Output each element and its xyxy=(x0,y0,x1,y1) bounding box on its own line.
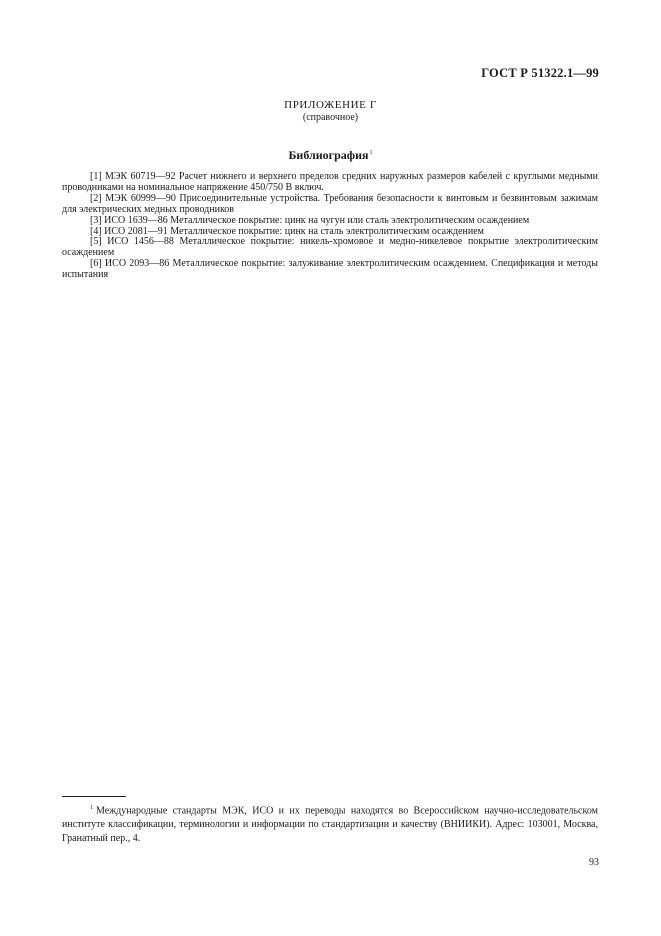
bibliography-entry: [1] МЭК 60719—92 Расчет нижнего и верхнего пределов средних наружных размеров кабелей с круглыми медными проводниками на номинальное напряжение 450/750 В включ. xyxy=(62,171,598,193)
bibliography-entry: [2] МЭК 60999—90 Присоединительные устройства. Требования безопасности к винтовым и безвинтовым зажимам для электрических медных проводников xyxy=(62,192,598,215)
bibliography-list xyxy=(62,172,598,281)
page-number: 93 xyxy=(589,857,599,868)
appendix-subtitle: (справочное) xyxy=(302,112,359,123)
bibliography-entry: [6] ИСО 2093—86 Металлическое покрытие: залуживание электролитическим осаждением. Спецификация и методы испытания xyxy=(62,258,598,281)
bibliography-entry: [4] ИСО 2081—91 Металлическое покрытие: цинк на сталь электролитическим осаждением xyxy=(90,225,485,237)
footnote-text: Международные стандарты МЭК, ИСО и их переводы находятся во Всероссийском научно-исследовательском институте классификации, терминологии и информации по стандартизации и качеству (ВНИИКИ). Адрес: 103001, Москва, Гранатный пер., 4. xyxy=(62,805,598,845)
footnote xyxy=(62,801,598,846)
bibliography-heading-text: Библиография xyxy=(288,148,369,162)
standard-code: ГОСТ Р 51322.1—99 xyxy=(481,66,599,80)
bibliography-entry: [3] ИСО 1639—86 Металлическое покрытие: цинк на чугун или сталь электролитическим осаждением xyxy=(90,214,530,226)
bibliography-heading xyxy=(0,148,661,163)
footnote-reference: 1 xyxy=(369,150,373,156)
bibliography-entry: [5] ИСО 1456—88 Металлическое покрытие: никель-хромовое и медно-никелевое покрытие электролитическим осаждением xyxy=(62,236,598,259)
appendix-title: ПРИЛОЖЕНИЕ Г xyxy=(284,99,377,111)
footnote-divider xyxy=(62,796,126,797)
footnote-mark: 1 xyxy=(90,805,93,811)
